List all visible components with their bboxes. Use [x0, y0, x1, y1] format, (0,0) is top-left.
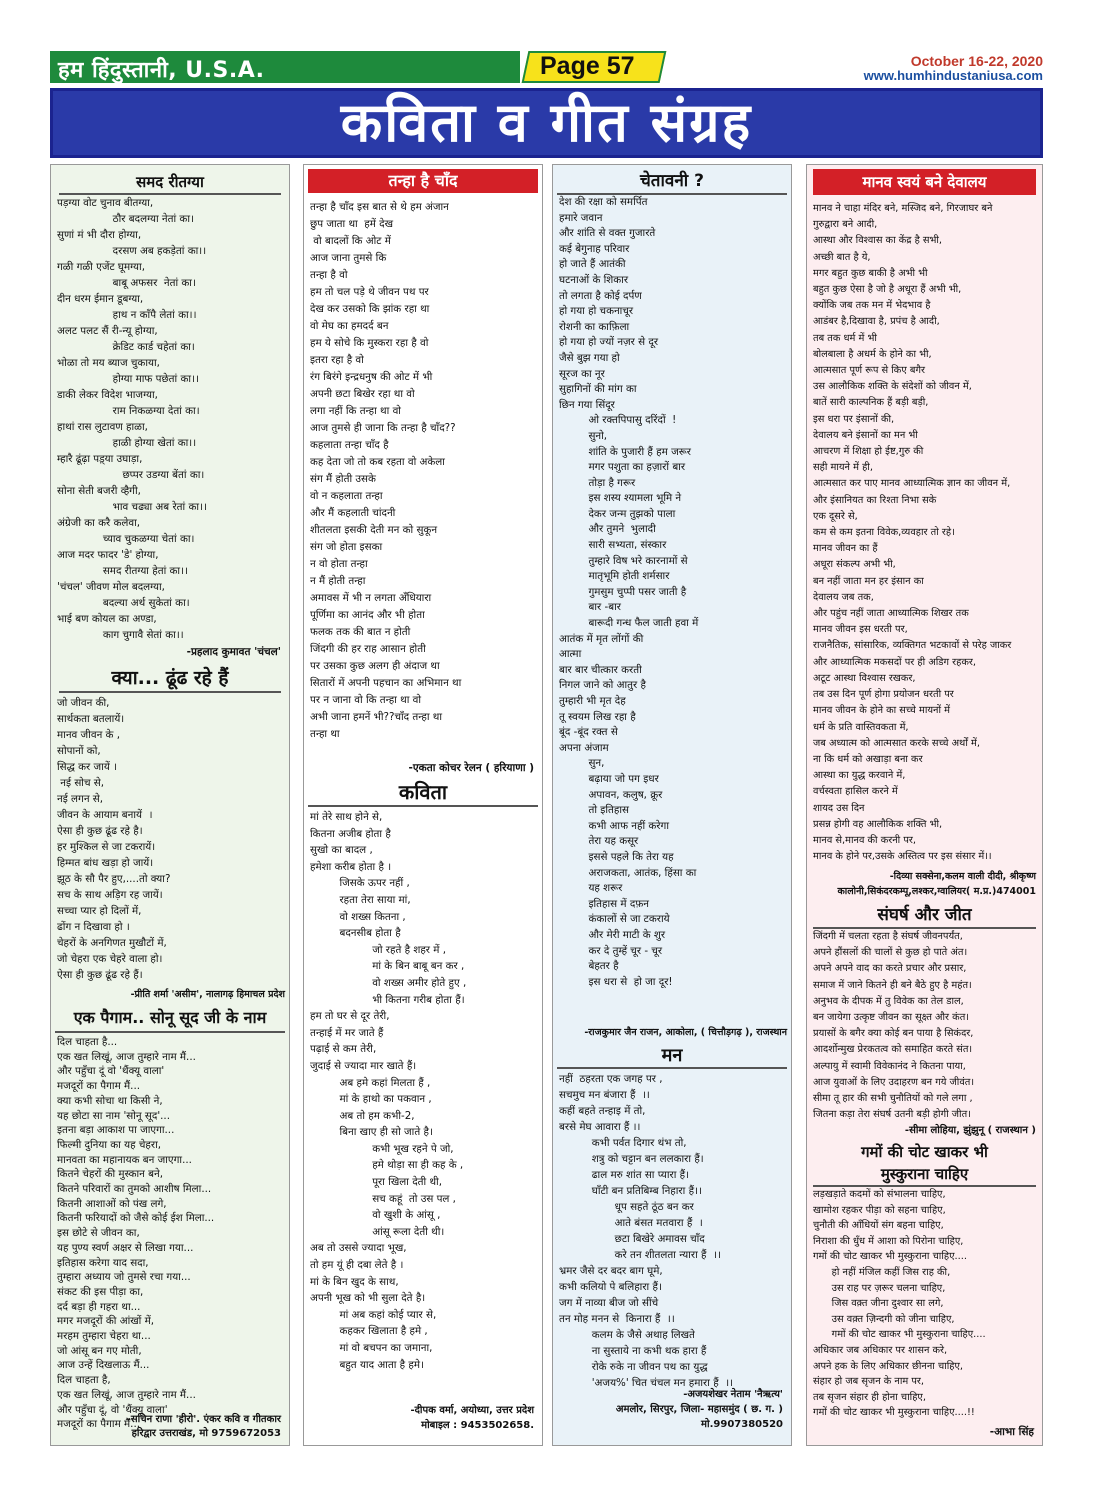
poem-signature: -सीमा लोहिया, झुंझुनू ( राजस्थान ) [904, 1125, 1036, 1136]
poem-title: मन [557, 1045, 787, 1069]
column-1 [50, 164, 290, 1446]
poem-signature: -राजकुमार जैन राजन, आकोला, ( चित्तौड़गढ़ ), राजस्थान [584, 1027, 787, 1038]
poem-text: जो जीवन की, सार्थकता बतलायें। मानव जीवन के , सोपानों को, सिद्ध कर जायें । नई सोच से, नई लगन से, जीवन के आयाम बनायें । ऐसा ही कुछ ढूंढ रहे है। हर मुश्किल से जा टकरायें। हिम्मत बांध खड़ा हो जायें। झूठ के सौ पैर हुए,....तो क्या? सच के साथ अड़िग रह जायें। सच्चा प्यार हो दिलों में, ढोंग न दिखावा हो । चेहरों के अनगिणत मुखौटों में, जो चेहरा एक चेहरे वाला हो। ऐसा ही कुछ ढूंढ रहे हैं। [57, 697, 171, 981]
poem-title: संघर्ष और जीत [813, 903, 1036, 929]
poem-title: कविता [308, 779, 538, 807]
poem-title: क्या... ढूंढ रहे हैं [59, 665, 281, 693]
poem-signature: -प्रहलाद कुमावत 'चंचल' [186, 646, 281, 658]
masthead-title: हम हिंदुस्तानी, U.S.A. [58, 58, 265, 83]
poem-text: देश की रक्षा को समर्पित हमारे जवान और शांति से वक्त गुजारते कई बेगुनाह परिवार हो जाते हैं आतंकी घटनाओं के शिकार तो लगता है कोई दर्पण हो गया हो चकनाचूर रोशनी का काफ़िला हो गया हो ज्यों नज़र से दूर जैसे बुझ गया हो सूरज का नूर सुहागिनों की मांग का छिन गया सिंदूर ओ रक्तपिपासु दरिंदों ! सुनो, शांति के पुजारी हैं हम जरूर मगर पशुता का हज़ारों बार तोड़ा है गरूर इस शस्य श्यामला भूमि ने देकर जन्म तुझको पाला और तुमने भुलादी सारी सभ्यता, संस्कार तुम्हारे विष भरे कारनामों से मातृभूमि होती शर्मसार गुमसुम चुप्पी पसर जाती है बार -बार बारूदी गन्ध फैल जाती हवा में आतंक में मृत लोंगों की आत्मा बार बार चीत्कार करती निगल जाने को आतुर है तुम्हारी भी मृत देह तू स्वयम लिख रहा है बूंद -बूंद रक्त से अपना अंजाम सुन, बढ़ाया जो पग इधर अपावन, कलुष, क्रूर तो इतिहास कभी आफ नहीं करेगा तेरा यह कसूर इससे पहले कि तेरा यह अराजकता, आतंक, हिंसा का यह शरूर इतिहास में दफ़न कंकालों से जा टकराये और मेरी माटी के शुर कर दे तुम्हें चूर - चूर बेहतर है इस धरा से हो जा दूर! [559, 196, 699, 988]
poem-signature: -सचिन राणा 'हीरो'. एंकर कवि व गीतकार हरिद्वार उत्तराखंड, मो 9759672053 [126, 1414, 281, 1439]
poem-signature: -आभा सिंह [989, 1426, 1034, 1438]
column-4 [806, 164, 1043, 1446]
poem-text: जिंदगी में चलता रहता है संघर्ष जीवनपर्यंत, अपने हौंसलों की चालों से कुछ हो पाते अंत। अपने अपने वाद का करते प्रचार और प्रसार, समाज में जाने कितने ही बने बैठे हुए है महंत। अनुभव के दीपक में तु विवेक का तेल डाल, बन जायेगा उत्कृष्ट जीवन का सूक्ष्त और कंत। प्रयासों के बगैर क्या कोई बन पाया है सिकंदर, आदर्शोन्मुख प्रेरकतत्व को समाहित करते संत। अल्पायु में स्वामी विवेकानंद ने कितना पाया, आज युवाओं के लिए उदाहरण बन गये जीवंत। सीमा तू हार की सभी चुनौतियों को गले लगा , जितना कड़ा तेरा संघर्ष उतनी बड़ी होगी जीत। [813, 931, 975, 1121]
poem-signature: -दिव्या सक्सेना,कलम वाली दीदी, श्रीकृष्ण कालोनी,सिकंदरकम्पू,लश्कर,ग्वालियर( म.प्र.)474001 [837, 871, 1036, 897]
poem-title-line-2: मुस्कुराना चाहिए [813, 1163, 1036, 1187]
poem-title: गमों की चोट खाकर भी [861, 1143, 988, 1161]
issue-date: October 16-22, 2020 [910, 53, 1043, 69]
poem-text: पड़ग्या वोट चुनाव बीतग्या, ठौर बदलग्या नेतां का। सुणां मं भी दौरा होग्या, दरसण अब हकड़ेतां का।। गळी गळी एजेंट घूमग्या, बाबू अफसर नेतां का। दीन धरम ईमान डूबग्या, हाथ न काँपै लेतां का।। अलट पलट सैं री-न्यू होग्या, क्रेडिट कार्ड चहेतां का। भोळा तो मय ब्याज चुकाया, होग्या माफ पछेतां का।। डाकी लेकर विदेश भाजग्या, राम निकळग्या देतां का। हाथां रास लुटावण हाळा, हाळी होग्या खेतां का।। म्हारै ढूंढ़ा पड़्या उघाड़ा, छप्पर उडग्या बेंतां का। सोना सेती बजरी व्हैगी, भाव चढ्या अब रेतां का।। अंग्रेजी का करै कलेवा, च्याव चुकळग्या चेतां का। आज मदर फादर 'डे' होग्या, समद रीतग्या हेतां का।। 'चंचल' जीवण मोल बदलग्या, बदल्या अर्थ सुकेतां का। भाई बण कोयल का अण्डा, काग चुगावै सेतां का।। [57, 197, 207, 641]
poem-signature: -एकता कोचर रेलन ( हरियाणा ) [408, 762, 534, 774]
poem-title: समद रीतग्या [59, 171, 281, 195]
poem-text: दिल चाहता है... एक खत लिखूं, आज तुम्हारे नाम मैं... और पहुँचा दूं वो 'थैंक्यू वाला' मजदूरों का पैगाम मैं... क्या कभी सोचा था किसी ने, यह छोटा सा नाम 'सोनू सूद'... इतना बड़ा आकाश पा जाएगा... फिल्मी दुनिया का यह चेहरा, मानवता का महानायक बन जाएगा... कितने चेहरों की मुस्कान बने, कितने परिवारों का तुमको आशीष मिला... कितनी आशाओं को पंख लगे, कितनी फरियादों को जैसे कोई ईश मिला... इस छोटे से जीवन का, यह पुण्य स्वर्ण अक्षर से लिखा गया... इतिहास करेगा याद सदा, तुम्हारा अध्याय जो तुमसे रचा गया... संकट की इस पीड़ा का, दर्द बड़ा ही गहरा था... मगर मजदूरों की आंखों में, मरहम तुम्हारा चेहरा था... जो आंसू बन गए मोती, आज उन्हें दिखलाऊ मैं... दिल चाहता है, एक खत लिखूं, आज तुम्हारे नाम मैं... और पहुँचा दूं, वो 'थैंक्यू वाला' मजदूरों का पैगाम मैं... [57, 1036, 215, 1431]
poem-signature: -दीपक वर्मा, अयोध्या, उत्तर प्रदेश मोबाइल : 9453502658. [410, 1405, 534, 1431]
section-banner-title: कविता व गीत संग्रह [340, 91, 753, 154]
poem-title: तन्हा है चाँद [308, 169, 538, 193]
page-number: Page 57 [540, 52, 635, 80]
poem-text: लड़खड़ाते कदमों को संभालना चाहिए, खामोश रहकर पीड़ा को सहना चाहिए, चुनौती की आँधियों संग बहना चाहिए, निराशा की धुँध में आशा को पिरोना चाहिए, गमों की चोट खाकर भी मुस्कुराना चाहिए.... हो नहीं मंजिल कहीं जिस राह की, उस राह पर ज़रूर चलना चाहिए, जिस वक़्त जीना दुश्वार सा लगे, उस वक़्त ज़िन्दगी को जीना चाहिए, गमों की चोट खाकर भी मुस्कुराना चाहिए.... अधिकार जब अधिकार पर शासन करे, अपने हक के लिए अधिकार छीनना चाहिए, संहार हो जब सृजन के नाम पर, तब सृजन संहार ही होना चाहिए, गमों की चोट खाकर भी मुस्कुराना चाहिए....!! [813, 1189, 986, 1419]
poem-text: नहीं ठहरता एक जगह पर , सचमुच मन बंजारा हैं ।। कहीं बहते तन्हाइ में तो, बरसे मेघ आवारा हैं ।। कभी पर्वत दिगार थंभ तो, शत्रु को चट्टान बन ललकारा हैं। ढाल मरु शांत सा प्यारा हैं। घाँटी बन प्रतिबिम्ब निहारा हैं।। धूप सहते ठूंठ बन कर आते बंसत मतवारा हैं । छटा बिखेरे अमावस चाँद करे तन शीतलता न्यारा हैं ।। भ्रमर जैसे दर बदर बाग घूमे, कभी कलियो पे बलिहारा हैं। जग में नाव्या बीज जो सींचे तन मोह मनन से किनारा हैं ।। कलम के जैसे अथाह लिखते ना सुस्ताये ना कभी थक हारा हैं रोके रुके ना जीवन पथ का युद्ध 'अजय%' चित चंचल मन हमारा हैं ।। [559, 1073, 734, 1389]
poem-title: चेतावनी ? [557, 169, 787, 195]
poem-signature: -प्रीति शर्मा 'असीम', नालागढ़ हिमाचल प्रदेश [130, 989, 285, 1000]
poem-title: एक पैगाम.. सोनू सूद जी के नाम [55, 1005, 285, 1033]
website-link[interactable]: www.humhindustaniusa.com [863, 68, 1043, 83]
poem-text: तन्हा है चाँद इस बात से थे हम अंजान छुप जाता था हमें देख वो बादलों कि ओट में आज जाना तुमसे कि तन्हा है वो हम तो चल पड़े थे जीवन पथ पर देख कर उसको कि झांक रहा था वो मेघ का हमदर्द बन हम ये सोचे कि मुस्करा रहा है वो इतरा रहा है वो रंग बिरंगे इन्द्रधनुष की ओट में भी अपनी छटा बिखेर रहा था वो लगा नहीं कि तन्हा था वो आज तुमसे ही जाना कि तन्हा है चाँद?? कहलाता तन्हा चाँद है कह देता जो तो कब रहता वो अकेला संग मैं होती उसके वो न कहलाता तन्हा और मैं कहलाती चांदनी शीतलता इसकी देती मन को सुकून संग जो होता इसका न वो होता तन्हा न मैं होती तन्हा अमावस में भी न लगता अँधियारा पूर्णिमा का आनंद और भी होता फलक तक की बात न होती जिंदगी की हर राह आसान होती पर उसका कुछ अलग ही अंदाज था सितारों में अपनी पहचान का अभिमान था पर न जाना वो कि तन्हा था वो अभी जाना हमनें भी??चाँद तन्हा था तन्हा था [310, 201, 462, 740]
poem-signature: -अजयशेखर नेताम 'नैऋत्य' अमलोर, सिरपुर, जिला- महासमुंद ( छ. ग. ) मो.9907380520 [615, 1389, 783, 1430]
poem-text: मां तेरे साथ होने से, कितना अजीब होता है सुखो का बादल , हमेशा करीब होता है । जिसके ऊपर नहीं , रहता तेरा साया मां, वो शख्स कितना , बदनसीब होता है जो रहते है शहर में , मां के बिन बाबू बन कर , वो शख्स अमीर होते हुए , भी कितना गरीब होता हैं। हम तो घर से दूर तेरी, तन्हाई में मर जाते हैं पढ़ाई से कम तेरी, जुदाई से ज्यादा मार खाते हैं। अब हमे कहां मिलता हैं , मां के हाथो का पकवान , अब तो हम कभी-2, बिना खाए ही सो जाते है। कभी भूख रहने पे जो, हमे थोड़ा सा ही कह के , पूरा खिला देती थी, सच कहूं तो उस पल , वो खुशी के आंसू , आंसू रूला देती थी। अब तो उससे ज्यादा भूख, तो हम यूं ही दबा लेते है । मां के बिन खुद के साथ, अपनी भूख को भी सुला देते है। मां अब कहां कोई प्यार से, कहकर खिलाता है हमे , मां वो बचपन का जमाना, बहुत याद आता है हमे। [310, 811, 467, 1371]
column-2 [303, 164, 543, 1446]
poem-text: मानव ने चाहा मंदिर बने, मस्जिद बने, गिरजाघर बने गुरुद्वारा बने आदी, आस्था और विश्वास का केंद्र है सभी, अच्छी बात है ये, मगर बहुत कुछ बाकी है अभी भी बहुत कुछ ऐसा है जो है अधूरा हैं अभी भी, क्योंकि जब तक मन में भेदभाव है आडंबर है,दिखावा है, प्रपंच है आदी, तब तक धर्म में भी बोलबाला है अधर्म के होने का भी, आत्मसात पूर्ण रूप से किए बगैर उस आलौकिक शक्ति के संदेशों को जीवन में, बातें सारी काल्पनिक हैं बड़ी बड़ी, इस धरा पर इंसानों की, देवालय बने इंसानों का मन भी आचरण में शिक्षा हो ईष्ट,गुरु की सही मायने में ही, आत्मसात कर पाए मानव आध्यात्मिक ज्ञान का जीवन में, और इंसानियत का रिश्ता निभा सके एक दूसरे से, कम से कम इतना विवेक,व्यवहार तो रहे। मानव जीवन का हैं अधूरा संकल्प अभी भी, बन नहीं जाता मन हर इंसान का देवालय जब तक, और पहुंच नहीं जाता आध्यात्मिक शिखर तक मानव जीवन इस धरती पर, राजनैतिक, सांसारिक, व्यक्तिगत भटकावों से परेह जाकर और आध्यात्मिक मकसदों पर ही अडिग रहकर, अटूट आस्था विश्वास रखकर, तब उस दिन पूर्ण होगा प्रयोजन धरती पर मानव जीवन के होने का सच्चे मायनों में धर्म के प्रति वास्तिवकता में, जब अध्यात्म को आत्मसात करके सच्चे अर्थों में, ना कि धर्म को अखाड़ा बना कर आस्था का युद्ध करवाने में, वर्चस्वता हासिल करने में शायद उस दिन प्रसन्न होगी वह आलौकिक शक्ति भी, मानव से,मानव की करनी पर, मानव के होने पर,उसके अस्तित्व पर इस संसार में।। [813, 203, 1012, 863]
column-3 [552, 164, 792, 1446]
poem-title: मानव स्वयं बने देवालय [813, 169, 1036, 195]
